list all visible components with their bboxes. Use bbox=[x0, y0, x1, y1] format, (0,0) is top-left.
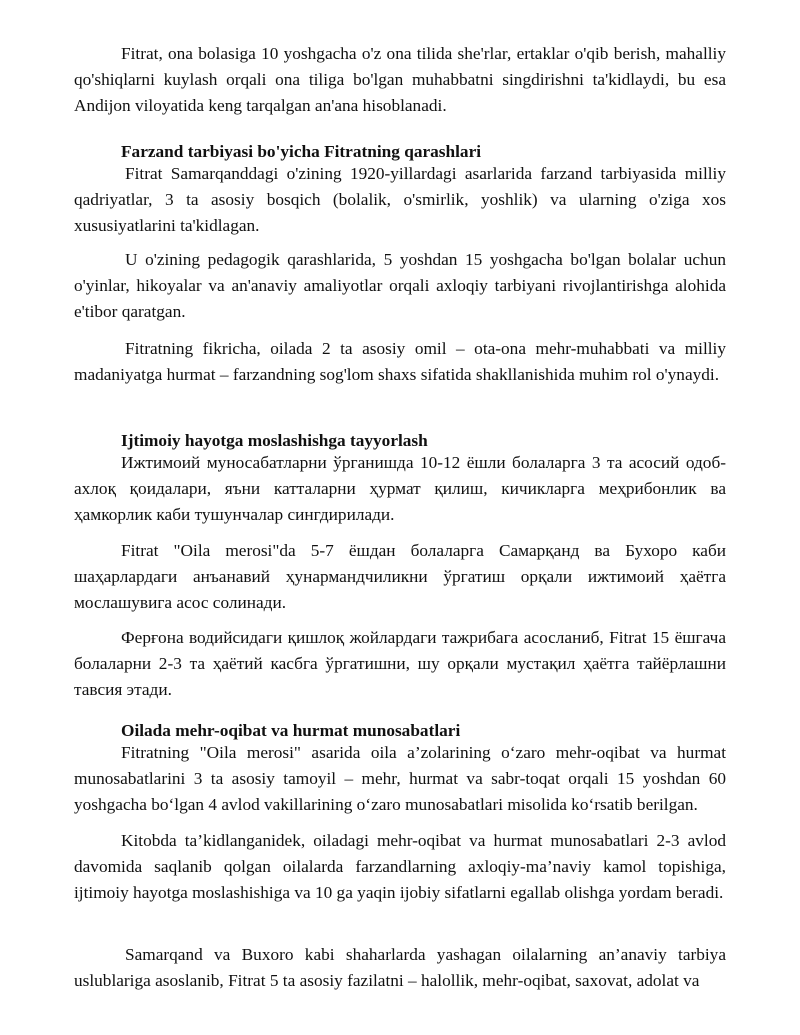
paragraph-traditional-methods: Samarqand va Buxoro kabi shaharlarda yashagan oilalarning an’anaviy tarbiya uslublariga asoslanib, Fitrat 5 ta asosiy fazilatni – halollik, mehr-oqibat, saxovat, adolat va bbox=[74, 945, 726, 990]
paragraph-family-factors: Fitratning fikricha, oilada 2 ta asosiy omil – ota-ona mehr-muhabbati va milliy madaniyatga hurmat – farzandning sog'lom shaxs sifatida shakllanishida muhim rol o'ynaydi. bbox=[74, 339, 726, 384]
heading-social-adaptation: Ijtimoiy hayotga moslashishga tayyorlash bbox=[121, 431, 428, 450]
paragraph-family-principles: Fitratning "Oila merosi" asarida oila a’zolarining o‘zaro mehr-oqibat va hurmat munosabatlarini 3 ta asosiy tamoyil – mehr, hurmat va sabr-toqat orqali 15 yoshdan 60 yoshgacha bo‘lgan 4 avlod vakillarining o‘zaro munosabatlari misolida ko‘rsatib berilgan. bbox=[74, 743, 726, 814]
heading-family-respect: Oilada mehr-oqibat va hurmat munosabatlari bbox=[121, 721, 461, 740]
paragraph-fergana-valley: Ферғона водийсидаги қишлоқ жойлардаги тажрибага асосланиб, Fitrat 15 ёшгача болаларни 2-3 та ҳаётий касбга ўргатишни, шу орқали мустақил ҳаётга тайёрлашни тавсия этади. bbox=[74, 628, 726, 699]
document-page bbox=[74, 0, 726, 1035]
paragraph-pedagogical-views: U o'zining pedagogik qarashlarida, 5 yoshdan 15 yoshgacha bo'lgan bolalar uchun o'yinlar, hikoyalar va an'anaviy amaliyotlar orqali axloqiy tarbiyani rivojlantirishga alohida e'tibor qaratgan. bbox=[74, 250, 726, 321]
paragraph-mother-tongue: Fitrat, ona bolasiga 10 yoshgacha o'z ona tilida she'rlar, ertaklar o'qib berish, mahalliy qo'shiqlarni kuylash orqali ona tiliga bo'lgan muhabbatni singdirishni ta'kidlaydi, bu esa Andijon viloyatida keng tarqalgan an'ana hisoblanadi. bbox=[74, 44, 726, 115]
paragraph-social-relations: Ижтимоий муносабатларни ўрганишда 10-12 ёшли болаларга 3 та асосий одоб-ахлоқ қоидалари, яъни катталарни ҳурмат қилиш, кичикларга меҳрибонлик ва ҳамкорлик каби тушунчалар сингдирилади. bbox=[74, 453, 726, 524]
paragraph-book-emphasis: Kitobda ta’kidlanganidek, oiladagi mehr-oqibat va hurmat munosabatlari 2-3 avlod davomida saqlanib qolgan oilalarda farzandlarning axloqiy-ma’naviy kamol topishiga, ijtimoiy hayotga moslashishiga va 10 ga yaqin ijobiy sifatlarni egallab olishga yordam beradi. bbox=[74, 831, 726, 902]
paragraph-oila-merosi-crafts: Fitrat "Oila merosi"da 5-7 ёшдан болаларга Самарқанд ва Бухоро каби шаҳарлардаги анъанавий ҳунармандчиликни ўргатиш орқали ижтимоий ҳаётга мослашувига асос солинади. bbox=[74, 541, 726, 612]
heading-upbringing-views: Farzand tarbiyasi bo'yicha Fitratning qarashlari bbox=[121, 142, 482, 161]
paragraph-samarkand-works: Fitrat Samarqanddagi o'zining 1920-yillardagi asarlarida farzand tarbiyasida milliy qadriyatlar, 3 ta asosiy bosqich (bolalik, o'smirlik, yoshlik) va ularning o'ziga xos xususiyatlarini ta'kidlagan. bbox=[74, 164, 726, 235]
